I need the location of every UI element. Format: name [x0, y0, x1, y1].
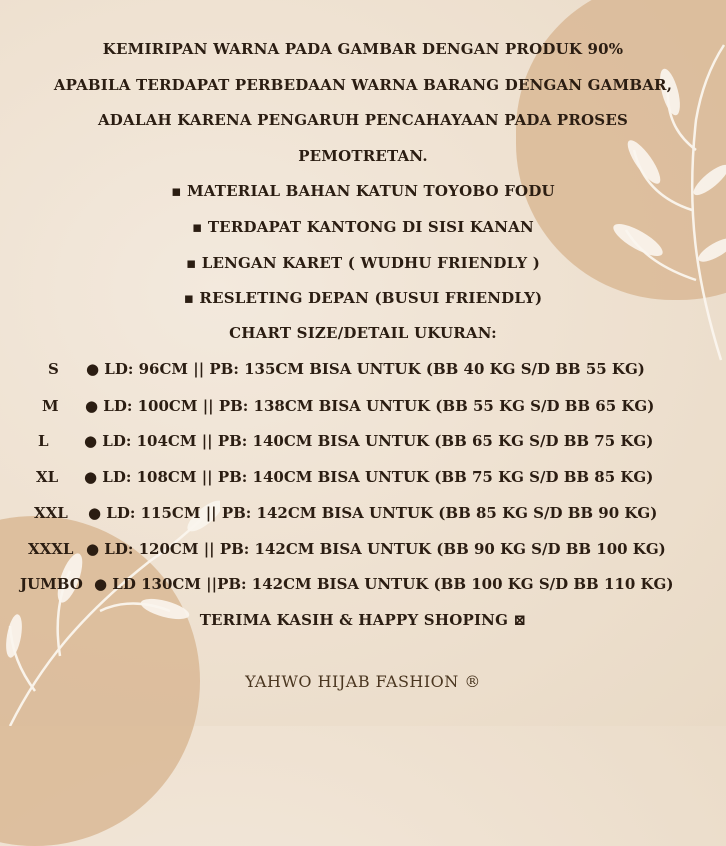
size-detail: ● LD: 108CM || PB: 140CM BISA UNTUK (BB 75 KG S/D BB 85 KG) — [84, 468, 654, 486]
size-detail: ● LD: 115CM || PB: 142CM BISA UNTUK (BB 85 KG S/D BB 90 KG) — [88, 504, 658, 522]
size-detail: ● LD: 96CM || PB: 135CM BISA UNTUK (BB 40 KG S/D BB 55 KG) — [86, 360, 645, 378]
intro-line-3: ADALAH KARENA PENGARUH PENCAHAYAAN PADA PROSES — [97, 111, 629, 129]
size-label: XXXL — [28, 540, 74, 558]
brand-name: YAHWO HIJAB FASHION ® — [245, 672, 481, 691]
size-detail: ● LD: 120CM || PB: 142CM BISA UNTUK (BB 90 KG S/D BB 100 KG) — [86, 540, 666, 558]
closing-message: TERIMA KASIH & HAPPY SHOPING ⊠ — [199, 611, 527, 629]
feature-sleeve: ▪ LENGAN KARET ( WUDHU FRIENDLY ) — [185, 254, 541, 272]
size-label: JUMBO — [20, 575, 83, 593]
size-label: M — [42, 397, 59, 415]
intro-line-4: PEMOTRETAN. — [298, 147, 428, 165]
feature-material: ▪ MATERIAL BAHAN KATUN TOYOBO FODU — [171, 182, 555, 200]
size-label: L — [38, 432, 49, 450]
size-label: XXL — [34, 504, 68, 522]
feature-zipper: ▪ RESLETING DEPAN (BUSUI FRIENDLY) — [183, 289, 543, 307]
size-detail: ● LD 130CM ||PB: 142CM BISA UNTUK (BB 100 KG S/D BB 110 KG) — [94, 575, 674, 593]
intro-line-1: KEMIRIPAN WARNA PADA GAMBAR DENGAN PRODUK 90% — [102, 40, 624, 58]
size-detail: ● LD: 104CM || PB: 140CM BISA UNTUK (BB 65 KG S/D BB 75 KG) — [84, 432, 654, 450]
size-label: S — [48, 360, 59, 378]
size-detail: ● LD: 100CM || PB: 138CM BISA UNTUK (BB 55 KG S/D BB 65 KG) — [85, 397, 655, 415]
size-label: XL — [36, 468, 59, 486]
intro-line-2: APABILA TERDAPAT PERBEDAAN WARNA BARANG DENGAN GAMBAR, — [53, 76, 673, 94]
feature-pocket: ▪ TERDAPAT KANTONG DI SISI KANAN — [192, 218, 534, 236]
chart-size-title: CHART SIZE/DETAIL UKURAN: — [229, 324, 497, 342]
